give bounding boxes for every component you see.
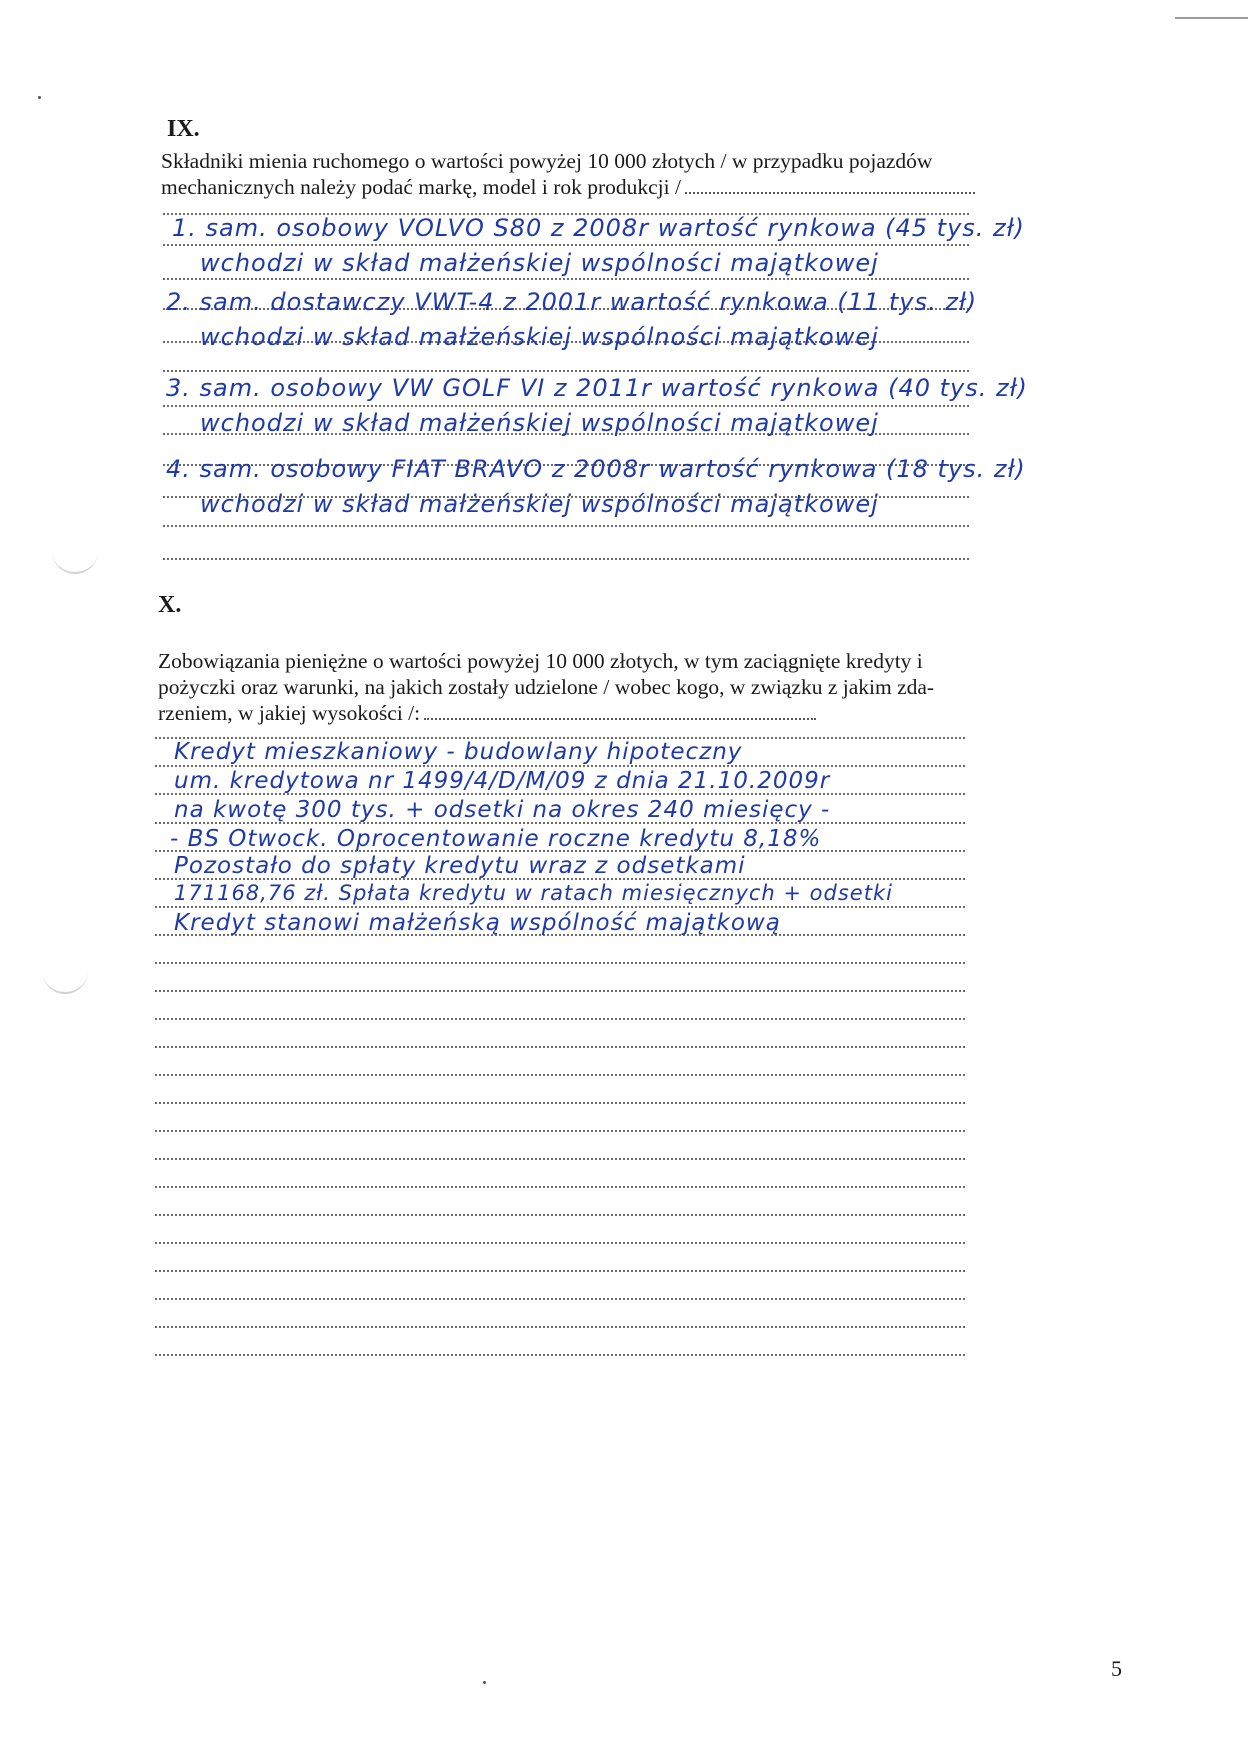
handwritten-entry: wchodzi w skład małżeńskiej wspólności majątkowej [200,323,879,351]
punch-hole-mark [42,968,88,994]
answer-line [163,244,969,246]
answer-line [155,1074,965,1076]
section-x-intro-line: pożyczki oraz warunki, na jakich zostały udzielone / wobec kogo, w związku z jakim zda- [158,675,935,699]
answer-line [155,962,965,964]
scan-speck [483,1681,486,1684]
answer-line [155,990,965,992]
answer-line [155,1102,965,1104]
handwritten-entry: 2. sam. dostawczy VWT-4 z 2001r wartość rynkowa (11 tys. zł) [166,288,978,316]
section-x-intro [158,648,978,726]
section-ix-intro-text: mechanicznych należy podać markę, model i rok produkcji / [161,175,681,199]
scan-speck [38,96,41,99]
handwritten-entry: 3. sam. osobowy VW GOLF VI z 2011r wartość rynkowa (40 tys. zł) [166,374,1028,402]
handwritten-entry: Pozostało do spłaty kredytu wraz z odsetkami [174,853,746,879]
answer-line [163,278,969,280]
handwritten-entry: 4. sam. osobowy FIAT BRAVO z 2008r wartość rynkowa (18 tys. zł) [166,455,1026,483]
answer-line [155,1158,965,1160]
dotted-fill [424,718,816,720]
section-x-intro-line [158,700,978,726]
scan-edge-line [1175,17,1248,19]
answer-line [155,1018,965,1020]
answer-line [155,1242,965,1244]
answer-line [155,1214,965,1216]
answer-line [155,906,965,908]
answer-line [163,558,969,560]
section-ix-number: IX. [167,116,200,142]
dotted-fill [685,192,975,194]
section-ix-intro-line [161,174,981,200]
page-number: 5 [1111,1656,1122,1681]
answer-line [155,1130,965,1132]
section-ix-intro-line: Składniki mienia ruchomego o wartości powyżej 10 000 złotych / w przypadku pojazdów [161,149,933,173]
handwritten-entry: wchodzi w skład małżeńskiej wspólności majątkowej [200,490,879,518]
punch-hole-mark [52,548,98,574]
section-x-number: X. [158,592,182,618]
section-x-intro-line: Zobowiązania pieniężne o wartości powyżej 10 000 złotych, w tym zaciągnięte kredyty i [158,649,923,673]
answer-line [155,1298,965,1300]
handwritten-entry: 1. sam. osobowy VOLVO S80 z 2008r wartość rynkowa (45 tys. zł) [172,214,1025,242]
handwritten-entry: wchodzi w skład małżeńskiej wspólności majątkowej [200,249,879,277]
handwritten-entry: - BS Otwock. Oprocentowanie roczne kredytu 8,18% [170,826,822,852]
section-x-intro-text: rzeniem, w jakiej wysokości /: [158,701,421,725]
answer-line [155,1270,965,1272]
answer-line [155,1354,965,1356]
handwritten-entry: um. kredytowa nr 1499/4/D/M/09 z dnia 21.10.2009r [174,768,831,794]
handwritten-entry: wchodzi w skład małżeńskiej wspólności majątkowej [200,409,879,437]
answer-line [163,370,969,372]
answer-line [155,765,965,767]
handwritten-entry: Kredyt mieszkaniowy - budowlany hipoteczny [174,739,743,765]
section-ix-intro [161,148,981,200]
answer-line [155,1326,965,1328]
answer-line [155,1186,965,1188]
answer-line [163,525,969,527]
answer-line [155,1046,965,1048]
answer-line [163,405,969,407]
handwritten-entry: na kwotę 300 tys. + odsetki na okres 240 miesięcy - [174,797,831,823]
handwritten-entry: Kredyt stanowi małżeńską wspólność majątkową [174,910,781,936]
handwritten-entry: 171168,76 zł. Spłata kredytu w ratach miesięcznych + odsetki [174,881,893,905]
